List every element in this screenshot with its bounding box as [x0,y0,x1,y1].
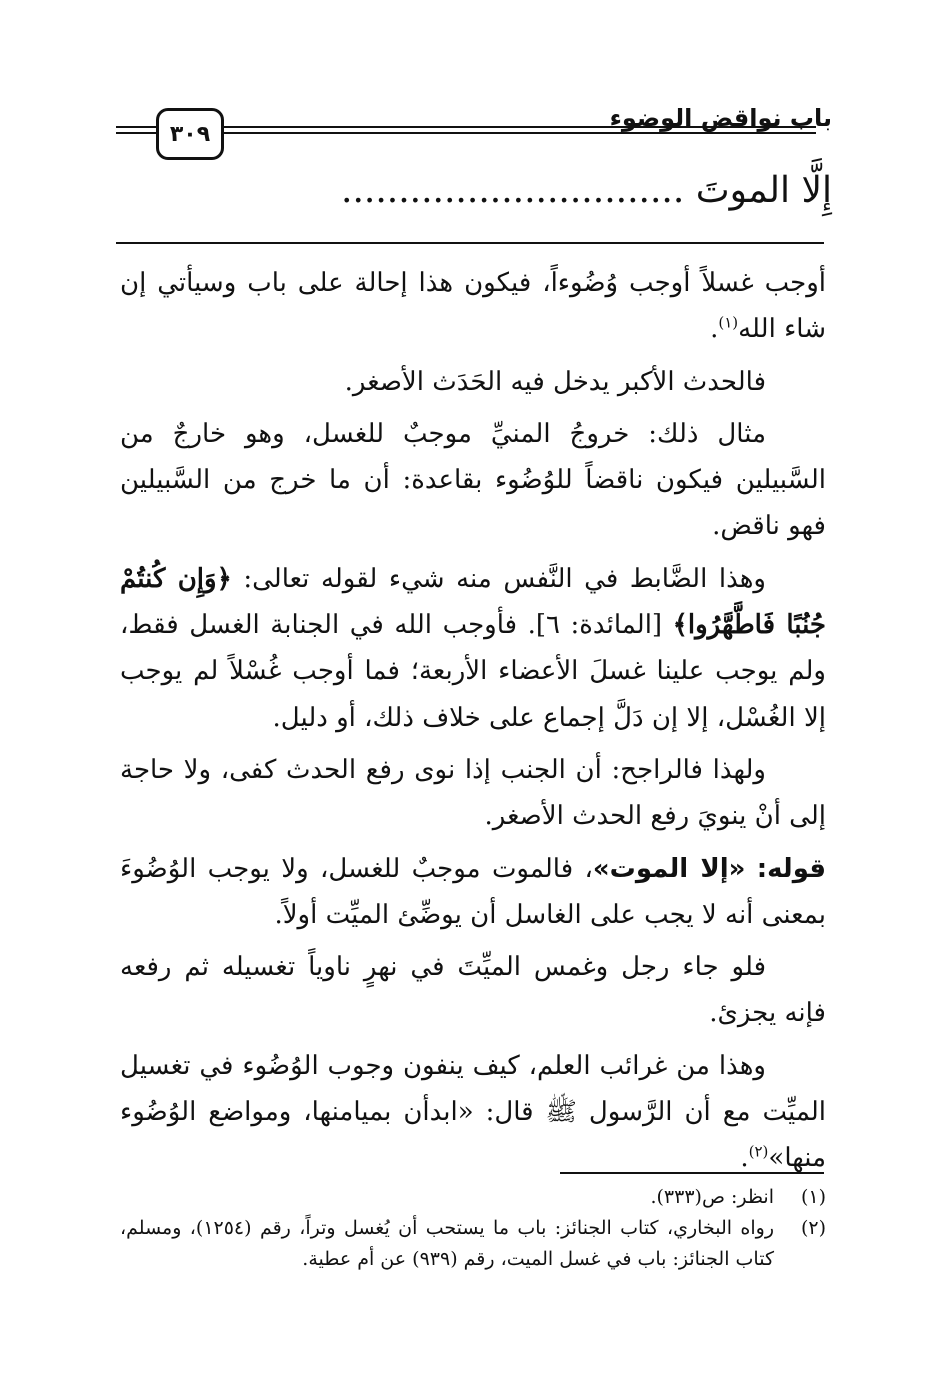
paragraph-1: أوجب غسلاً أوجب وُضُوءاً، فيكون هذا إحالة على باب وسيأتي إن شاء الله$^{(١)}$. [120,268,826,345]
quran-verse: ﴿وَإِن كُنتُمْ جُنُبًا فَاطَّهَّرُوا﴾ [120,563,827,641]
paragraph-5: ولهذا فالراجح: أن الجنب إذا نوى رفع الحدث كفى، ولا حاجة إلى أنْ ينويَ رفع الحدث الأصغر. [120,754,826,832]
commentary-label: قوله: [756,853,827,884]
footnote-2 [120,1213,826,1275]
page-number-box [156,108,224,160]
paragraph-8: وهذا من غرائب العلم، كيف ينفون وجوب الوُضُوء في تغسيل الميِّت مع أن الرَّسول ﷺ قال: «ابدأن بميامنها، ومواضع الوُضُوء منها»$^{(٢)}$. [120,1050,826,1174]
footnote-separator-rule [560,1172,824,1174]
paragraph-4: وهذا الضَّابط في النَّفس منه شيء لقوله تعالى: ﴿وَإِن كُنتُمْ جُنُبًا فَاطَّهَّرُوا﴾ [المائدة: ٦]. فأوجب الله في الجنابة الغسل فقط، ولم يوجب علينا غسلَ الأعضاء الأربعة؛ فما أوجب غُسْلاً لم يوجب إلا الغُسْل، إلا إن دَلَّ إجماع على خلاف ذلك، أو دليل. [120,563,827,733]
verse-reference: [المائدة: ٦] [535,610,663,641]
footnote-1 [120,1182,826,1213]
running-title: باب نواقض الوضوء [609,104,832,132]
paragraph-7: فلو جاء رجل وغمس الميِّتَ في نهرٍ ناوياً تغسيله ثم رفعه فإنه يجزئ. [120,952,826,1029]
footnotes [120,1182,826,1275]
footnote-number: (٢) [800,1217,826,1239]
paragraph-6: قوله: «إلا الموت»، فالموت موجبٌ للغسل، ولا يوجب الوُضُوءَ بمعنى أنه لا يجب على الغاسل أن يوضِّئ الميِّت أولاً. [120,853,827,930]
footnote-text: رواه البخاري، كتاب الجنائز: باب ما يستحب أن يُغسل وتراً، رقم (١٢٥٤)، ومسلم، كتاب الجنائز: باب في غسل الميت، رقم (٩٣٩) عن أم عطية. [120,1217,774,1270]
footnote-number: (١) [800,1186,826,1208]
matn-heading: إِلَّا الموتَ .............................. [341,170,832,211]
footnote-ref-2: (٢) [748,1142,769,1161]
footnote-text: انظر: ص(٣٣٣). [650,1186,774,1208]
matn-quote: «إلا الموت» [592,853,746,884]
footnote-ref-1: (١) [718,313,739,332]
matn-separator-rule [116,242,824,244]
paragraph-2: فالحدث الأكبر يدخل فيه الحَدَث الأصغر. [344,366,766,397]
commentary-body [120,260,826,1182]
page-number: ٣٠٩ [169,121,211,147]
paragraph-3: مثال ذلك: خروجُ المنيِّ موجبٌ للغسل، وهو خارجٌ من السَّبيلين فيكون ناقضاً للوُضُوء بقاعدة: أن ما خرج من السَّبيلين فهو ناقض. [120,418,826,542]
